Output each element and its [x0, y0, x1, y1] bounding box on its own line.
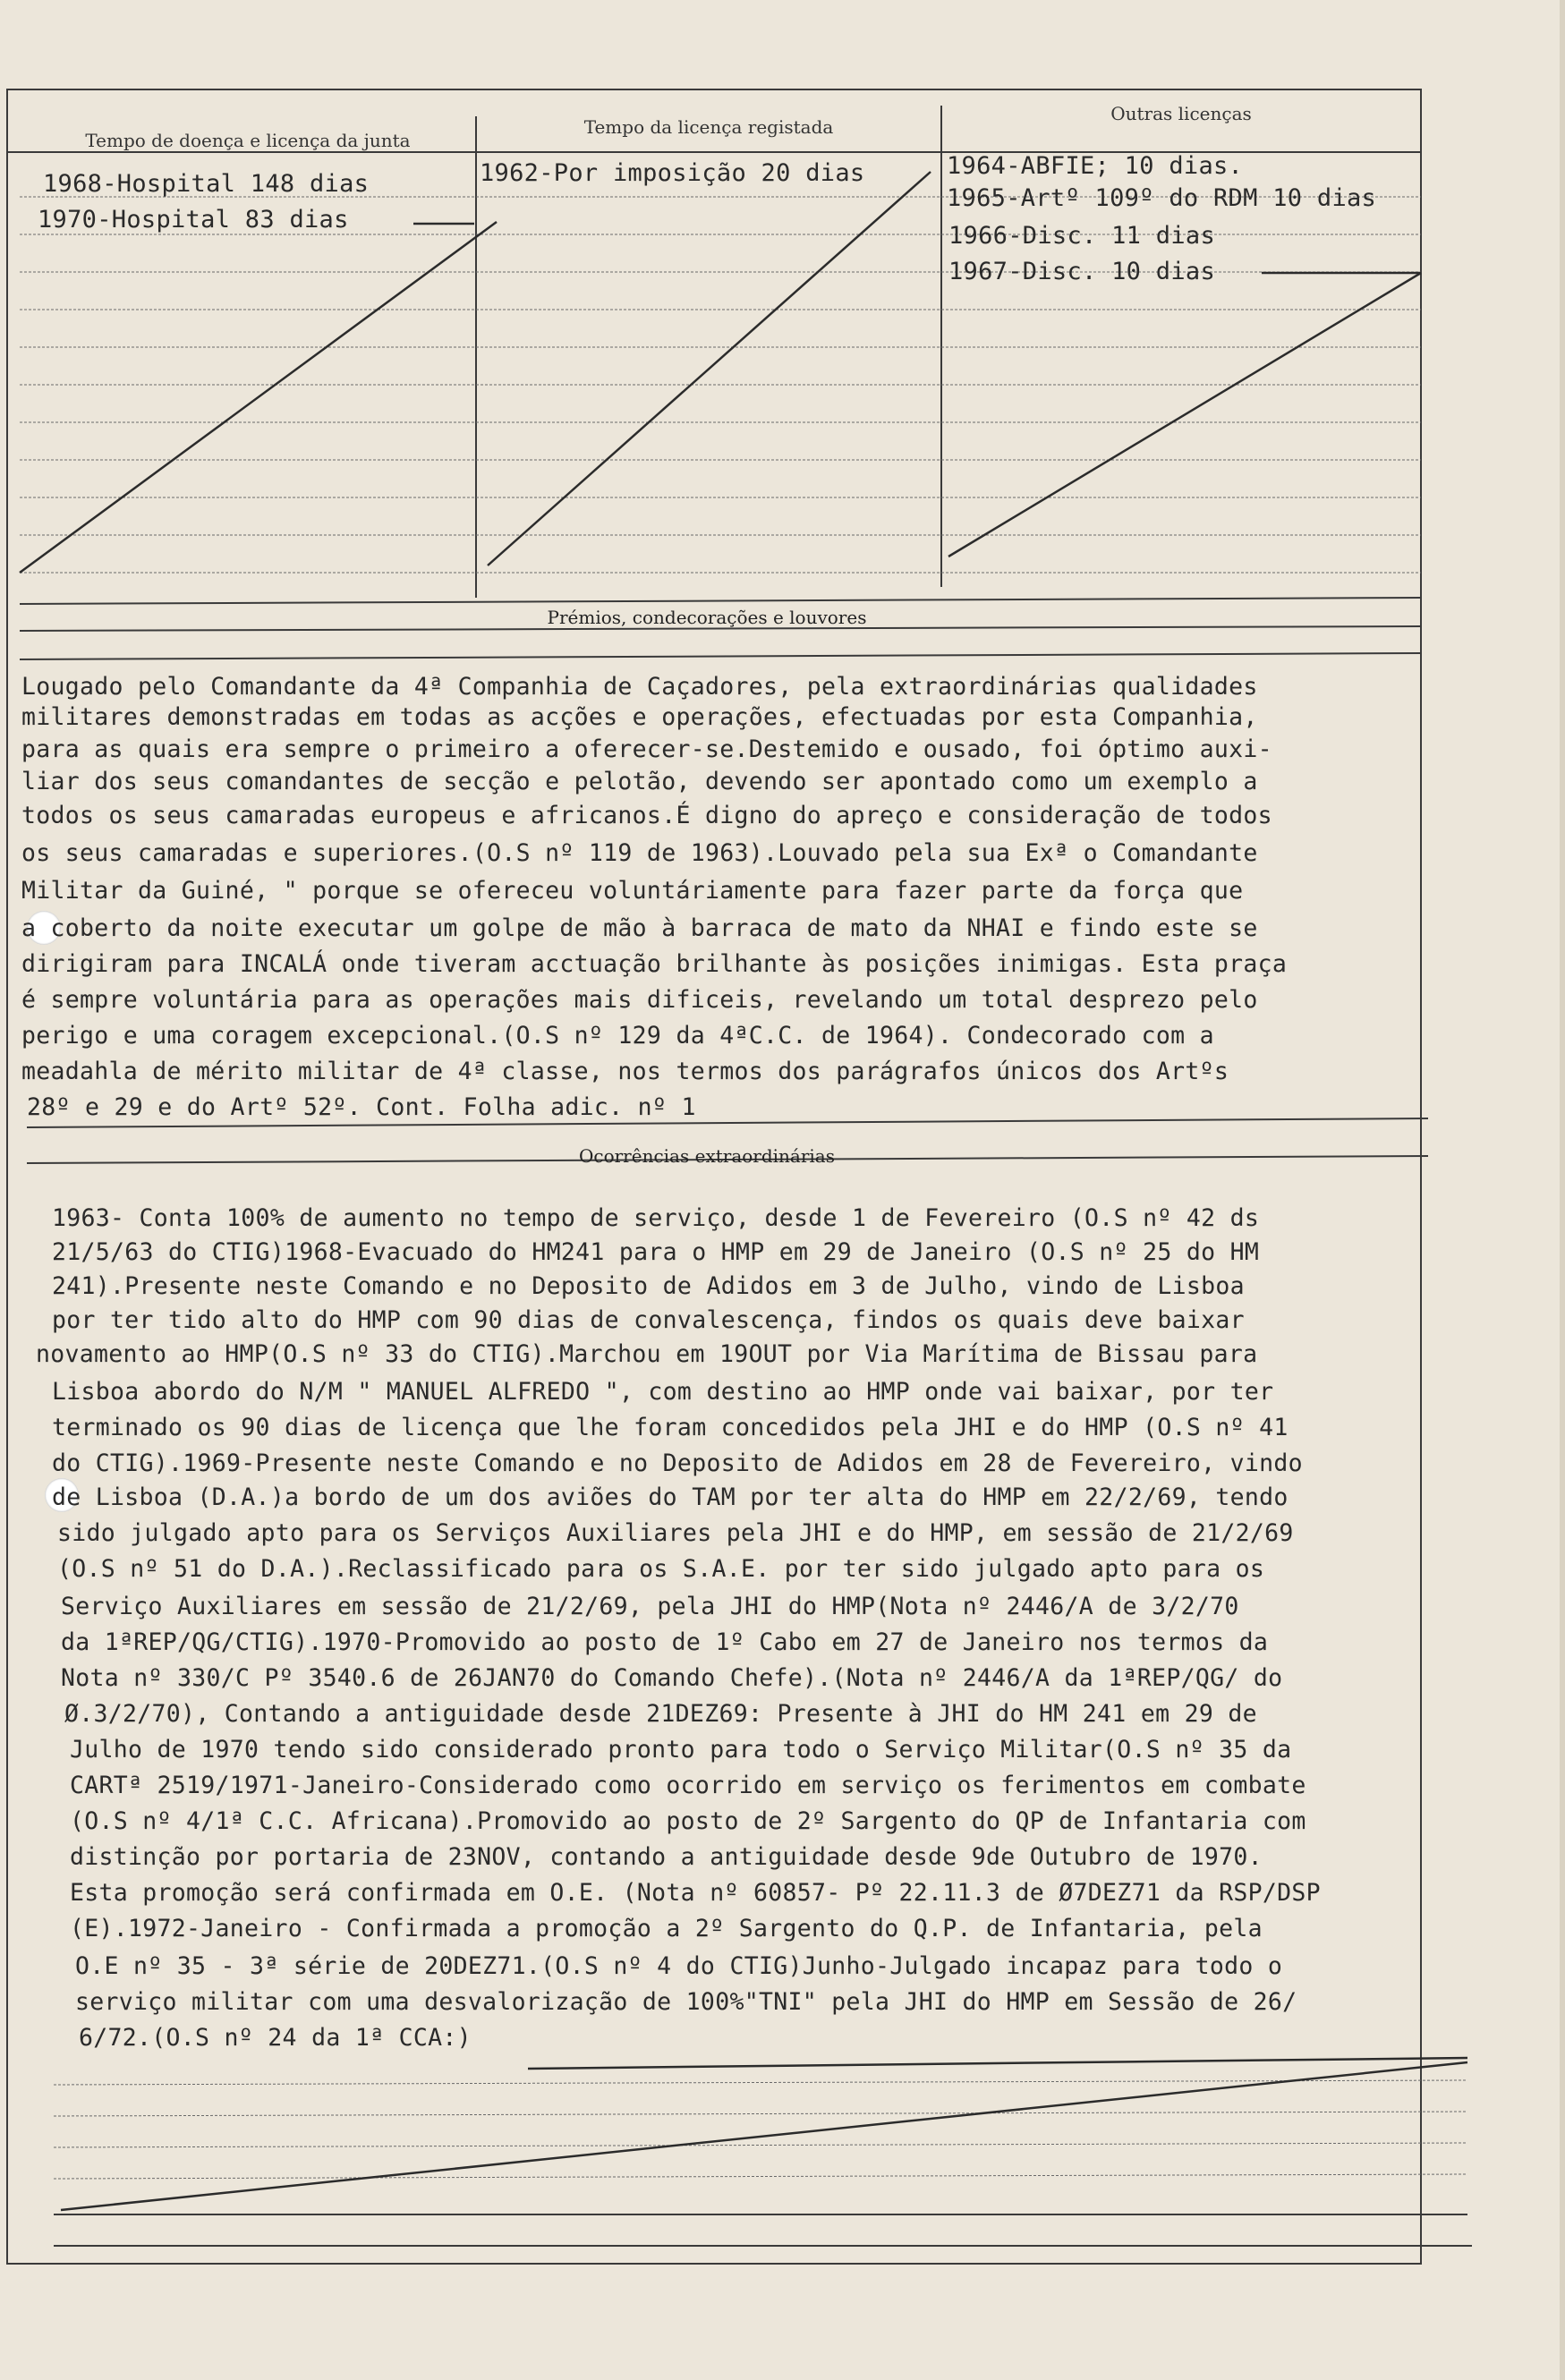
premios-title: Prémios, condecorações e louvores [547, 607, 867, 628]
premios-line: dirigiram para INCALÁ onde tiveram acctuação brilhante às posições inimigas. Esta praça [21, 950, 1288, 978]
doenca-entry: 1968-Hospital 148 dias [43, 170, 370, 198]
header-doenca: Tempo de doença e licença da junta [85, 130, 411, 151]
ocorrencias-line: Esta promoção será confirmada em O.E. (Nota nº 60857- Pº 22.11.3 de Ø7DEZ71 da RSP/DSP [70, 1879, 1321, 1907]
premios-line: liar dos seus comandantes de secção e pelotão, devendo ser apontado como um exemplo a [21, 768, 1258, 795]
ocorrencias-line: terminado os 90 dias de licença que lhe foram concedidos pela JHI e do HMP (O.S nº 41 [52, 1414, 1289, 1441]
ocorrencias-line: O.E nº 35 - 3ª série de 20DEZ71.(O.S nº 4 do CTIG)Junho-Julgado incapaz para todo o [75, 1952, 1283, 1980]
premios-line: 28º e 29 e do Artº 52º. Cont. Folha adic. nº 1 [27, 1093, 696, 1121]
premios-line: é sempre voluntária para as operações mais dificeis, revelando um total desprezo pelo [21, 986, 1258, 1014]
ocorrencias-line: da 1ªREP/QG/CTIG).1970-Promovido ao posto de 1º Cabo em 27 de Janeiro nos termos da [61, 1628, 1269, 1656]
ocorrencias-line: do CTIG).1969-Presente neste Comando e no Deposito de Adidos em 28 de Fevereiro, vindo [52, 1449, 1303, 1477]
ocorrencias-line: 1963- Conta 100% de aumento no tempo de serviço, desde 1 de Fevereiro (O.S nº 42 ds [52, 1204, 1260, 1232]
ocorrencias-line: serviço militar com uma desvalorização de 100%"TNI" pela JHI do HMP em Sessão de 26/ [75, 1988, 1297, 2016]
ocorrencias-line: CARTª 2519/1971-Janeiro-Considerado como ocorrido em serviço os ferimentos em combate [70, 1772, 1306, 1799]
ocorrencias-line: 241).Presente neste Comando e no Deposito de Adidos em 3 de Julho, vindo de Lisboa [52, 1272, 1245, 1300]
ocorrencias-line: novamento ao HMP(O.S nº 33 do CTIG).Marchou em 19OUT por Via Marítima de Bissau para [36, 1340, 1258, 1368]
ocorrencias-line: (O.S nº 4/1ª C.C. Africana).Promovido ao posto de 2º Sargento do QP de Infantaria com [70, 1807, 1306, 1835]
ocorrencias-line: Lisboa abordo do N/M " MANUEL ALFREDO ", com destino ao HMP onde vai baixar, por ter [52, 1378, 1274, 1406]
header-registada: Tempo da licença registada [583, 116, 834, 138]
outras-entry: 1967-Disc. 10 dias [948, 258, 1215, 285]
premios-line: meadahla de mérito militar de 4ª classe, nos termos dos parágrafos únicos dos Artºs [21, 1058, 1229, 1085]
header-outras: Outras licenças [1110, 103, 1252, 124]
ocorrencias-line: por ter tido alto do HMP com 90 dias de convalescença, findos os quais deve baixar [52, 1306, 1245, 1334]
outras-entry: 1964-ABFIE; 10 dias. [947, 152, 1244, 180]
premios-line: todos os seus camaradas europeus e africanos.É digno do apreço e consideração de todos [21, 802, 1272, 829]
premios-line: a coberto da noite executar um golpe de mão à barraca de mato da NHAI e findo este se [21, 914, 1258, 942]
ocorrencias-title: Ocorrências extraordinárias [578, 1145, 835, 1167]
doenca-entry: 1970-Hospital 83 dias [38, 206, 349, 234]
ocorrencias-line: de Lisboa (D.A.)a bordo de um dos aviões do TAM por ter alta do HMP em 22/2/69, tendo [52, 1483, 1289, 1511]
premios-line: perigo e uma coragem excepcional.(O.S nº 129 da 4ªC.C. de 1964). Condecorado com a [21, 1022, 1214, 1050]
outras-entry: 1966-Disc. 11 dias [948, 222, 1215, 250]
ocorrencias-line: (O.S nº 51 do D.A.).Reclassificado para os S.A.E. por ter sido julgado apto para os [57, 1555, 1265, 1583]
ocorrencias-line: Nota nº 330/C Pº 3540.6 de 26JAN70 do Comando Chefe).(Nota nº 2446/A da 1ªREP/QG/ do [61, 1664, 1283, 1692]
ocorrencias-line: Julho de 1970 tendo sido considerado pronto para todo o Serviço Militar(O.S nº 35 da [70, 1736, 1292, 1764]
ocorrencias-line: (E).1972-Janeiro - Confirmada a promoção a 2º Sargento do Q.P. de Infantaria, pela [70, 1915, 1263, 1942]
ocorrencias-line: 6/72.(O.S nº 24 da 1ª CCA:) [79, 2024, 472, 2052]
premios-line: Lougado pelo Comandante da 4ª Companhia de Caçadores, pela extraordinárias qualidades [21, 673, 1258, 701]
ocorrencias-line: sido julgado apto para os Serviços Auxiliares pela JHI e do HMP, em sessão de 21/2/69 [57, 1519, 1294, 1547]
premios-line: os seus camaradas e superiores.(O.S nº 119 de 1963).Louvado pela sua Exª o Comandante [21, 839, 1258, 867]
ocorrencias-line: distinção por portaria de 23NOV, contando a antiguidade desde 9de Outubro de 1970. [70, 1843, 1263, 1871]
premios-line: militares demonstradas em todas as acções e operações, efectuadas por esta Companhia, [21, 703, 1258, 731]
registada-entry: 1962-Por imposição 20 dias [480, 159, 865, 187]
premios-line: Militar da Guiné, " porque se ofereceu voluntáriamente para fazer parte da força que [21, 877, 1244, 905]
ocorrencias-line: 21/5/63 do CTIG)1968-Evacuado do HM241 para o HMP em 29 de Janeiro (O.S nº 25 do HM [52, 1238, 1260, 1266]
ocorrencias-line: Serviço Auxiliares em sessão de 21/2/69, pela JHI do HMP(Nota nº 2446/A de 3/2/70 [61, 1593, 1239, 1620]
premios-line: para as quais era sempre o primeiro a oferecer-se.Destemido e ousado, foi óptimo auxi- [21, 735, 1272, 763]
ocorrencias-line: Ø.3/2/70), Contando a antiguidade desde 21DEZ69: Presente à JHI do HM 241 em 29 de [64, 1700, 1257, 1728]
outras-entry: 1965-Artº 109º do RDM 10 dias [947, 184, 1377, 212]
